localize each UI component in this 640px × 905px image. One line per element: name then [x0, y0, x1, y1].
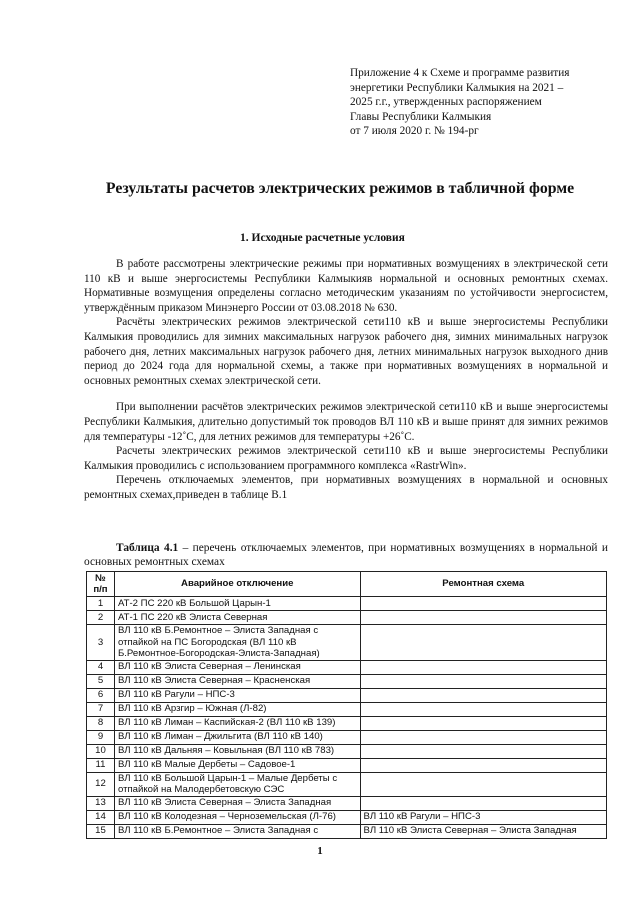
table-row	[87, 688, 607, 702]
row-emergency-outage: ВЛ 110 кВ Элиста Северная – Ленинская	[114, 660, 360, 674]
row-emergency-outage: ВЛ 110 кВ Б.Ремонтное – Элиста Западная с	[114, 824, 360, 838]
header-emergency-outage: Аварийное отключение	[114, 572, 360, 597]
table-row	[87, 611, 607, 625]
page-number: 1	[317, 845, 323, 857]
row-repair-scheme	[360, 660, 606, 674]
row-repair-scheme	[360, 730, 606, 744]
row-number: 2	[87, 611, 115, 625]
row-emergency-outage: ВЛ 110 кВ Б.Ремонтное – Элиста Западная с отпайкой на ПС Богородская (ВЛ 110 кВ Б.Ремонтное-Богородская-Элиста-Западная)	[114, 625, 360, 661]
paragraph: При выполнении расчётов электрических режимов электрической сети110 кВ и выше энергосистемы Республики Калмыкия, длительно допустимый ток проводов ВЛ 110 кВ и выше принят для зимних режимов для температуры -12˚С, для летних режимов для температуры +26˚С.	[84, 401, 608, 443]
row-repair-scheme: ВЛ 110 кВ Рагули – НПС-3	[360, 810, 606, 824]
table-row	[87, 716, 607, 730]
row-emergency-outage: ВЛ 110 кВ Большой Царын-1 – Малые Дербеты с отпайкой на Малодербетовскую СЭС	[114, 772, 360, 796]
row-repair-scheme	[360, 674, 606, 688]
table-row	[87, 660, 607, 674]
row-repair-scheme	[360, 702, 606, 716]
appendix-note	[350, 66, 602, 139]
row-number: 11	[87, 758, 115, 772]
body-text	[84, 257, 608, 503]
table-row	[87, 810, 607, 824]
row-emergency-outage: ВЛ 110 кВ Дальняя – Ковыльная (ВЛ 110 кВ 783)	[114, 744, 360, 758]
row-emergency-outage: ВЛ 110 кВ Элиста Северная – Элиста Западная	[114, 796, 360, 810]
paragraph: Расчеты электрических режимов электрической сети110 кВ и выше энергосистемы Республики Калмыкия проводились с использованием программного комплекса «RastrWin».	[84, 445, 608, 472]
row-number: 13	[87, 796, 115, 810]
table-row	[87, 744, 607, 758]
table-row	[87, 824, 607, 838]
appendix-line: энергетики Республики Калмыкия на 2021 –	[350, 81, 564, 94]
section-heading: 1. Исходные расчетные условия	[240, 232, 405, 244]
table-header-row	[87, 572, 607, 597]
row-emergency-outage: ВЛ 110 кВ Арзгир – Южная (Л-82)	[114, 702, 360, 716]
row-number: 12	[87, 772, 115, 796]
appendix-line: Приложение 4 к Схеме и программе развития	[350, 67, 570, 79]
paragraph: Перечень отключаемых элементов, при нормативных возмущениях в нормальной и основных ремонтных схемах,приведен в таблице В.1	[84, 474, 608, 501]
table-row	[87, 625, 607, 661]
row-number: 6	[87, 688, 115, 702]
table-row	[87, 758, 607, 772]
paragraph: В работе рассмотрены электрические режимы при нормативных возмущениях в электрической сети 110 кВ и выше энергосистемы Республики Калмыкияв нормальной и основных ремонтных схемах. Нормативные возмущения определены согласно методическим указаниям по устойчивости энергосистем, утверждённым приказом Минэнерго России от 03.08.2018 № 630.	[84, 258, 608, 314]
row-repair-scheme	[360, 597, 606, 611]
row-emergency-outage: ВЛ 110 кВ Элиста Северная – Красненская	[114, 674, 360, 688]
row-number: 9	[87, 730, 115, 744]
table-row	[87, 730, 607, 744]
row-repair-scheme	[360, 688, 606, 702]
table-caption-label: Таблица 4.1	[116, 542, 179, 554]
row-emergency-outage: ВЛ 110 кВ Лиман – Джильгита (ВЛ 110 кВ 140)	[114, 730, 360, 744]
row-emergency-outage: ВЛ 110 кВ Лиман – Каспийская-2 (ВЛ 110 кВ 139)	[114, 716, 360, 730]
row-repair-scheme	[360, 758, 606, 772]
row-repair-scheme	[360, 772, 606, 796]
row-number: 14	[87, 810, 115, 824]
row-number: 7	[87, 702, 115, 716]
row-emergency-outage: АТ-2 ПС 220 кВ Большой Царын-1	[114, 597, 360, 611]
table-caption-text: – перечень отключаемых элементов, при нормативных возмущениях в нормальной и основных ремонтных схемах	[84, 542, 608, 568]
table-row	[87, 597, 607, 611]
appendix-line: от 7 июля 2020 г. № 194-рг	[350, 125, 479, 137]
row-repair-scheme: ВЛ 110 кВ Элиста Северная – Элиста Западная	[360, 824, 606, 838]
table-row	[87, 772, 607, 796]
appendix-line: 2025 г.г., утвержденных распоряжением	[350, 96, 542, 108]
outage-table	[86, 571, 607, 839]
appendix-line: Главы Республики Калмыкия	[350, 110, 492, 123]
row-repair-scheme	[360, 625, 606, 661]
row-repair-scheme	[360, 611, 606, 625]
row-number: 10	[87, 744, 115, 758]
row-repair-scheme	[360, 744, 606, 758]
row-number: 3	[87, 625, 115, 661]
row-repair-scheme	[360, 716, 606, 730]
row-repair-scheme	[360, 796, 606, 810]
header-repair-scheme: Ремонтная схема	[360, 572, 606, 597]
row-number: 15	[87, 824, 115, 838]
row-emergency-outage: ВЛ 110 кВ Малые Дербеты – Садовое-1	[114, 758, 360, 772]
row-number: 8	[87, 716, 115, 730]
row-emergency-outage: АТ-1 ПС 220 кВ Элиста Северная	[114, 611, 360, 625]
row-emergency-outage: ВЛ 110 кВ Рагули – НПС-3	[114, 688, 360, 702]
row-number: 4	[87, 660, 115, 674]
header-number: № п/п	[87, 572, 115, 597]
page-title: Результаты расчетов электрических режимов в табличной форме	[105, 180, 575, 197]
row-number: 5	[87, 674, 115, 688]
row-emergency-outage: ВЛ 110 кВ Колодезная – Черноземельская (Л-76)	[114, 810, 360, 824]
table-row	[87, 674, 607, 688]
row-number: 1	[87, 597, 115, 611]
table-row	[87, 796, 607, 810]
table-row	[87, 702, 607, 716]
table-caption	[84, 541, 608, 569]
paragraph: Расчёты электрических режимов электрической сети110 кВ и выше энергосистемы Республики Калмыкия проводились для зимних максимальных нагрузок рабочего дня, зимних минимальных нагрузок рабочего дня, летних максимальных нагрузок рабочего дня, летних минимальных нагрузок выходного днив период до 2024 года для нормальной схемы, а также при нормативных возмущениях в нормальной и основных ремонтных схемах электрической сети.	[84, 316, 608, 387]
